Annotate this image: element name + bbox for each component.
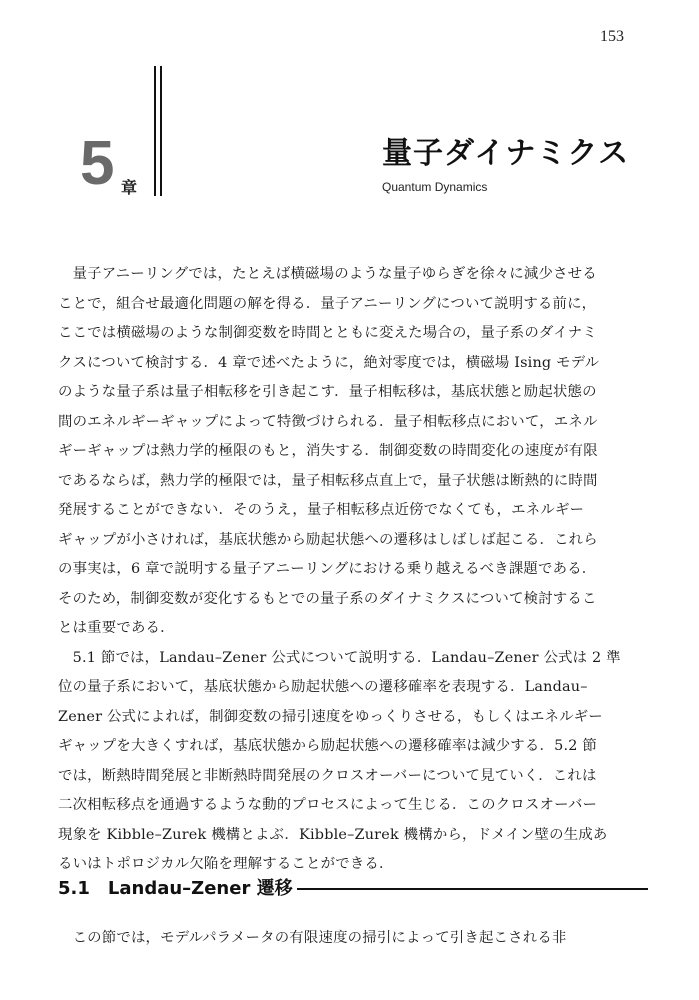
chapter-intro-text bbox=[58, 260, 638, 880]
text-line: 位の量子系において，基底状態から励起状態への遷移確率を表現する．Landau– bbox=[58, 679, 588, 695]
text-line: ここでは横磁場のような制御変数を時間とともに変えた場合の，量子系のダイナミ bbox=[58, 325, 597, 341]
text-line: とは重要である． bbox=[58, 620, 175, 636]
text-line: ことで，組合せ最適化問題の解を得る．量子アニーリングについて説明する前に， bbox=[58, 295, 597, 312]
text-line: そのため，制御変数が変化するもとでの量子系のダイナミクスについて検討するこ bbox=[58, 590, 597, 607]
chapter-subtitle: Quantum Dynamics bbox=[382, 180, 488, 194]
text-line: るいはトポロジカル欠陥を理解することができる． bbox=[58, 856, 394, 872]
text-line: Zener 公式によれば，制御変数の掃引速度をゆっくりさせる，もしくはエネルギー bbox=[58, 708, 603, 725]
page-number: 153 bbox=[600, 28, 624, 45]
text-line: ギャップを大きくすれば，基底状態から励起状態への遷移確率は減少する．5.2 節 bbox=[58, 738, 597, 754]
chapter-divider-line bbox=[154, 66, 156, 196]
text-line: ギーギャップは熱力学的極限のもと，消失する．制御変数の時間変化の速度が有限 bbox=[58, 443, 598, 459]
text-line: の事実は，6 章で説明する量子アニーリングにおける乗り越えるべき課題である． bbox=[58, 561, 597, 577]
text-line: のような量子系は量子相転移を引き起こす．量子相転移は，基底状態と励起状態の bbox=[58, 384, 597, 400]
text-line: 5.1 節では，Landau–Zener 公式について説明する．Landau–Zener 公式は 2 準 bbox=[58, 649, 621, 666]
text-line: クスについて検討する．4 章で述べたように，絶対零度では，横磁場 Ising モデル bbox=[58, 354, 600, 371]
text-line: この節では，モデルパラメータの有限速度の掃引によって引き起こされる非 bbox=[58, 930, 567, 946]
text-line: 量子アニーリングでは，たとえば横磁場のような量子ゆらぎを徐々に減少させる bbox=[58, 266, 597, 282]
text-line: では，断熱時間発展と非断熱時間発展のクロスオーバーについて見ていく．これは bbox=[58, 767, 597, 784]
section-heading bbox=[58, 874, 648, 904]
text-line: 二次相転移点を通過するような動的プロセスによって生じる．このクロスオーバー bbox=[58, 797, 598, 813]
chapter-divider-line bbox=[160, 66, 162, 196]
section-title: 5.1 Landau–Zener 遷移 bbox=[58, 874, 297, 900]
text-line: 現象を Kibble–Zurek 機構とよぶ．Kibble–Zurek 機構から，ドメイン壁の生成あ bbox=[58, 826, 608, 843]
text-line: であるならば，熱力学的極限では，量子相転移点直上で，量子状態は断熱的に時間 bbox=[58, 472, 598, 489]
text-line: 発展することができない．そのうえ，量子相転移点近傍でなくても，エネルギー bbox=[58, 502, 585, 518]
text-line: 間のエネルギーギャップによって特徴づけられる．量子相転移点において，エネル bbox=[58, 413, 598, 430]
section-body-text bbox=[58, 924, 638, 954]
text-line: ギャップが小さければ，基底状態から励起状態への遷移はしばしば起こる．これら bbox=[58, 531, 598, 548]
chapter-title: 量子ダイナミクス bbox=[382, 136, 630, 171]
chapter-suffix: 章 bbox=[121, 178, 138, 197]
chapter-number: 5 bbox=[80, 129, 115, 198]
section-heading-rule bbox=[282, 888, 648, 890]
chapter-header bbox=[0, 0, 699, 240]
